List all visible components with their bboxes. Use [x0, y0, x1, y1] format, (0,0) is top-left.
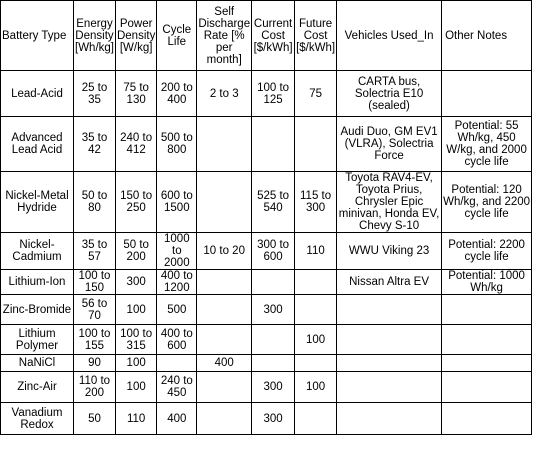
energy-density-cell: 90 — [74, 355, 116, 372]
other-notes-cell: Potential: 1000 Wh/kg — [442, 270, 532, 295]
energy-density-cell: 100 to 155 — [74, 325, 116, 355]
battery-type-cell: Nickel-Metal Hydride — [1, 172, 74, 233]
cycle-life-cell: 600 to 1500 — [157, 172, 197, 233]
power-density-cell: 100 to 315 — [115, 325, 156, 355]
self-discharge-cell — [197, 270, 252, 295]
vehicles-used-cell: CARTA bus, Solectria E10 (sealed) — [337, 71, 442, 117]
current-cost-cell: 525 to 540 — [252, 172, 295, 233]
current-cost-cell: 300 — [252, 403, 295, 435]
future-cost-header: Future Cost [$/kWh] — [295, 1, 337, 71]
table-row — [1, 270, 532, 295]
future-cost-cell — [295, 270, 337, 295]
cycle-life-cell — [157, 355, 197, 372]
energy-density-cell: 100 to 150 — [74, 270, 116, 295]
future-cost-cell: 75 — [295, 71, 337, 117]
battery-type-cell: Vanadium Redox — [1, 403, 74, 435]
cycle-life-cell: 500 to 800 — [157, 117, 197, 172]
table-row — [1, 355, 532, 372]
power-density-cell: 100 — [115, 372, 156, 403]
current-cost-cell: 100 to 125 — [252, 71, 295, 117]
vehicles-used-cell — [337, 355, 442, 372]
other-notes-cell: Potential: 120 Wh/kg, and 2200 cycle life — [442, 172, 532, 233]
self-discharge-cell — [197, 172, 252, 233]
future-cost-cell: 100 — [295, 325, 337, 355]
table-row — [1, 172, 532, 233]
future-cost-cell — [295, 355, 337, 372]
other-notes-cell: Potential: 55 Wh/kg, 450 W/kg, and 2000 cycle life — [442, 117, 532, 172]
other-notes-cell — [442, 355, 532, 372]
power-density-cell: 100 — [115, 295, 156, 325]
self-discharge-cell — [197, 325, 252, 355]
other-notes-header: Other Notes — [442, 1, 532, 71]
battery-type-cell: Lead-Acid — [1, 71, 74, 117]
other-notes-cell — [442, 372, 532, 403]
cycle-life-header: Cycle Life — [157, 1, 197, 71]
vehicles-used-cell: Audi Duo, GM EV1 (VLRA), Solectria Force — [337, 117, 442, 172]
cycle-life-cell: 400 to 1200 — [157, 270, 197, 295]
cycle-life-cell: 240 to 450 — [157, 372, 197, 403]
vehicles-used-header: Vehicles Used_In — [337, 1, 442, 71]
cycle-life-cell: 200 to 400 — [157, 71, 197, 117]
other-notes-cell — [442, 403, 532, 435]
battery-type-cell: Advanced Lead Acid — [1, 117, 74, 172]
battery-type-cell: Lithium-Ion — [1, 270, 74, 295]
current-cost-header: Current Cost [$/kWh] — [252, 1, 295, 71]
battery-type-cell: Zinc-Bromide — [1, 295, 74, 325]
power-density-cell: 150 to 250 — [115, 172, 156, 233]
other-notes-cell — [442, 71, 532, 117]
battery-type-header: Battery Type — [1, 1, 74, 71]
energy-density-cell: 35 to 42 — [74, 117, 116, 172]
vehicles-used-cell — [337, 403, 442, 435]
other-notes-cell — [442, 295, 532, 325]
self-discharge-header: Self Discharge Rate [% per month] — [197, 1, 252, 71]
other-notes-cell — [442, 325, 532, 355]
self-discharge-cell — [197, 117, 252, 172]
self-discharge-cell — [197, 295, 252, 325]
energy-density-header: Energy Density [Wh/kg] — [74, 1, 116, 71]
energy-density-cell: 35 to 57 — [74, 233, 116, 270]
future-cost-cell: 115 to 300 — [295, 172, 337, 233]
power-density-cell: 100 — [115, 355, 156, 372]
battery-type-cell: Lithium Polymer — [1, 325, 74, 355]
vehicles-used-cell — [337, 295, 442, 325]
energy-density-cell: 50 — [74, 403, 116, 435]
table-row — [1, 295, 532, 325]
current-cost-cell: 300 — [252, 295, 295, 325]
vehicles-used-cell: WWU Viking 23 — [337, 233, 442, 270]
cycle-life-cell: 400 — [157, 403, 197, 435]
table-row — [1, 403, 532, 435]
power-density-cell: 240 to 412 — [115, 117, 156, 172]
table-row — [1, 71, 532, 117]
future-cost-cell: 110 — [295, 233, 337, 270]
future-cost-cell — [295, 403, 337, 435]
battery-type-cell: Zinc-Air — [1, 372, 74, 403]
self-discharge-cell: 400 — [197, 355, 252, 372]
battery-type-cell: Nickel-Cadmium — [1, 233, 74, 270]
power-density-cell: 50 to 200 — [115, 233, 156, 270]
current-cost-cell — [252, 355, 295, 372]
energy-density-cell: 110 to 200 — [74, 372, 116, 403]
cycle-life-cell: 1000 to 2000 — [157, 233, 197, 270]
self-discharge-cell: 2 to 3 — [197, 71, 252, 117]
vehicles-used-cell — [337, 372, 442, 403]
self-discharge-cell — [197, 372, 252, 403]
table-row — [1, 325, 532, 355]
vehicles-used-cell: Nissan Altra EV — [337, 270, 442, 295]
energy-density-cell: 50 to 80 — [74, 172, 116, 233]
future-cost-cell — [295, 117, 337, 172]
battery-type-cell: NaNiCl — [1, 355, 74, 372]
cycle-life-cell: 500 — [157, 295, 197, 325]
power-density-cell: 300 — [115, 270, 156, 295]
power-density-header: Power Density [W/kg] — [115, 1, 156, 71]
other-notes-cell: Potential: 2200 cycle life — [442, 233, 532, 270]
current-cost-cell: 300 to 600 — [252, 233, 295, 270]
energy-density-cell: 25 to 35 — [74, 71, 116, 117]
current-cost-cell — [252, 270, 295, 295]
table-row — [1, 372, 532, 403]
current-cost-cell — [252, 325, 295, 355]
future-cost-cell — [295, 295, 337, 325]
vehicles-used-cell: Toyota RAV4-EV, Toyota Prius, Chrysler Epic minivan, Honda EV, Chevy S-10 — [337, 172, 442, 233]
energy-density-cell: 56 to 70 — [74, 295, 116, 325]
vehicles-used-cell — [337, 325, 442, 355]
cycle-life-cell: 400 to 600 — [157, 325, 197, 355]
self-discharge-cell: 10 to 20 — [197, 233, 252, 270]
current-cost-cell — [252, 117, 295, 172]
table-row — [1, 117, 532, 172]
current-cost-cell: 300 — [252, 372, 295, 403]
power-density-cell: 110 — [115, 403, 156, 435]
table-row — [1, 233, 532, 270]
header-row — [1, 1, 532, 71]
power-density-cell: 75 to 130 — [115, 71, 156, 117]
future-cost-cell: 100 — [295, 372, 337, 403]
self-discharge-cell — [197, 403, 252, 435]
